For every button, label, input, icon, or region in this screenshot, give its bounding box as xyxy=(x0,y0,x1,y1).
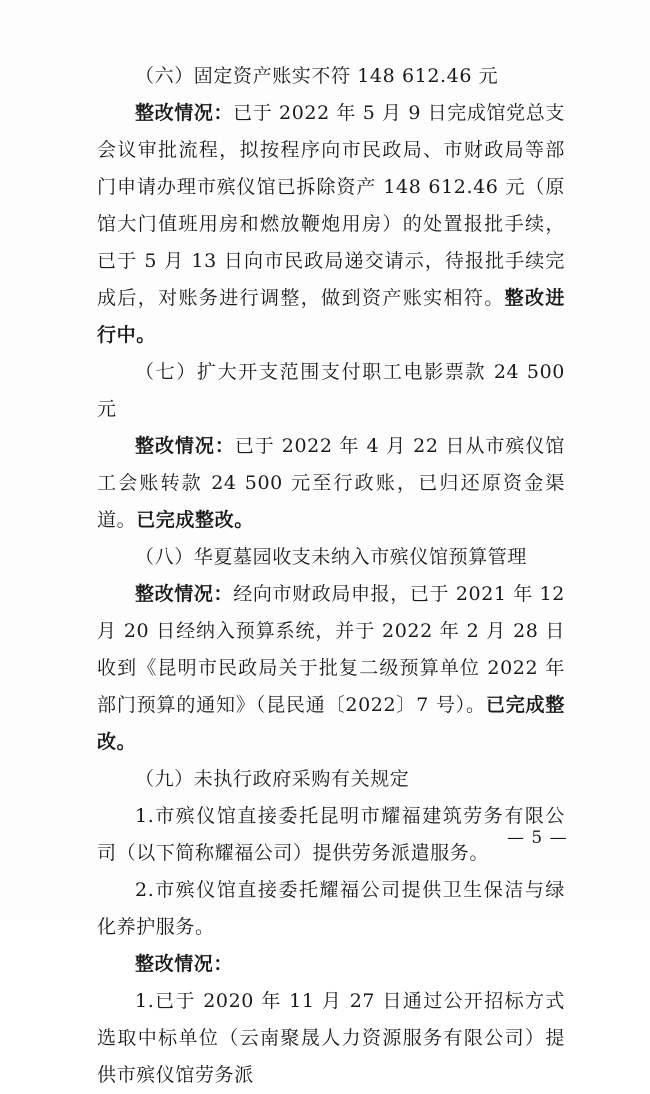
status-text: 已完成整改。 xyxy=(136,509,254,531)
section-label: 整改情况： xyxy=(135,583,234,605)
section-label: 整改情况： xyxy=(135,953,234,975)
paragraph-text: 已于 2022 年 5 月 9 日完成馆党总支会议审批流程，拟按程序向市民政局、市财政局等部门申请办理市殡仪馆已拆除资产 148 612.46 元（原馆大门值班用房和燃放鞭炮用房）的处置报批手续，已于 5 月 13 日向市民政局递交请示，待报批手续完成后，对账务进行调整，做到资产账实相符。 xyxy=(97,102,565,309)
document-body xyxy=(97,58,565,1094)
section-label: 整改情况： xyxy=(135,435,235,457)
paragraph-text: 已于 2022 年 4 月 22 日从市殡仪馆工会账转款 24 500 元至行政账，已归还原资金渠道。 xyxy=(97,435,565,531)
section-label: 整改情况： xyxy=(135,102,234,124)
paragraph xyxy=(97,872,565,946)
status-text: 已完成整改。 xyxy=(97,694,565,753)
paragraph xyxy=(97,983,565,1094)
paragraph xyxy=(97,58,565,95)
page-number: — 5 — xyxy=(507,828,568,848)
paragraph xyxy=(97,95,565,354)
paragraph-text: （六）固定资产账实不符 148 612.46 元 xyxy=(135,65,499,87)
paragraph xyxy=(97,761,565,798)
paragraph-text: （九）未执行政府采购有关规定 xyxy=(135,768,410,790)
paragraph xyxy=(97,576,565,761)
paragraph xyxy=(97,539,565,576)
paragraph xyxy=(97,798,565,872)
paragraph-text: 2.市殡仪馆直接委托耀福公司提供卫生保洁与绿化养护服务。 xyxy=(97,879,565,938)
paragraph xyxy=(97,946,565,983)
paragraph-text: 经向市财政局申报，已于 2021 年 12 月 20 日经纳入预算系统，并于 2022 年 2 月 28 日收到《昆明市民政局关于批复二级预算单位 2022 年部门预算的通知》（昆民通〔2022〕7 号）。 xyxy=(97,583,565,716)
paragraph-text: 1.已于 2020 年 11 月 27 日通过公开招标方式选取中标单位（云南聚晟人力资源服务有限公司）提供市殡仪馆劳务派 xyxy=(97,990,565,1086)
paragraph xyxy=(97,428,565,539)
paragraph xyxy=(97,354,565,428)
paragraph-text: （七）扩大开支范围支付职工电影票款 24 500 元 xyxy=(97,361,565,420)
paragraph-text: （八）华夏墓园收支未纳入市殡仪馆预算管理 xyxy=(135,546,528,568)
paragraph-text: 1.市殡仪馆直接委托昆明市耀福建筑劳务有限公司（以下简称耀福公司）提供劳务派遣服务。 xyxy=(97,805,565,864)
status-text: 整改进行中。 xyxy=(97,287,565,346)
